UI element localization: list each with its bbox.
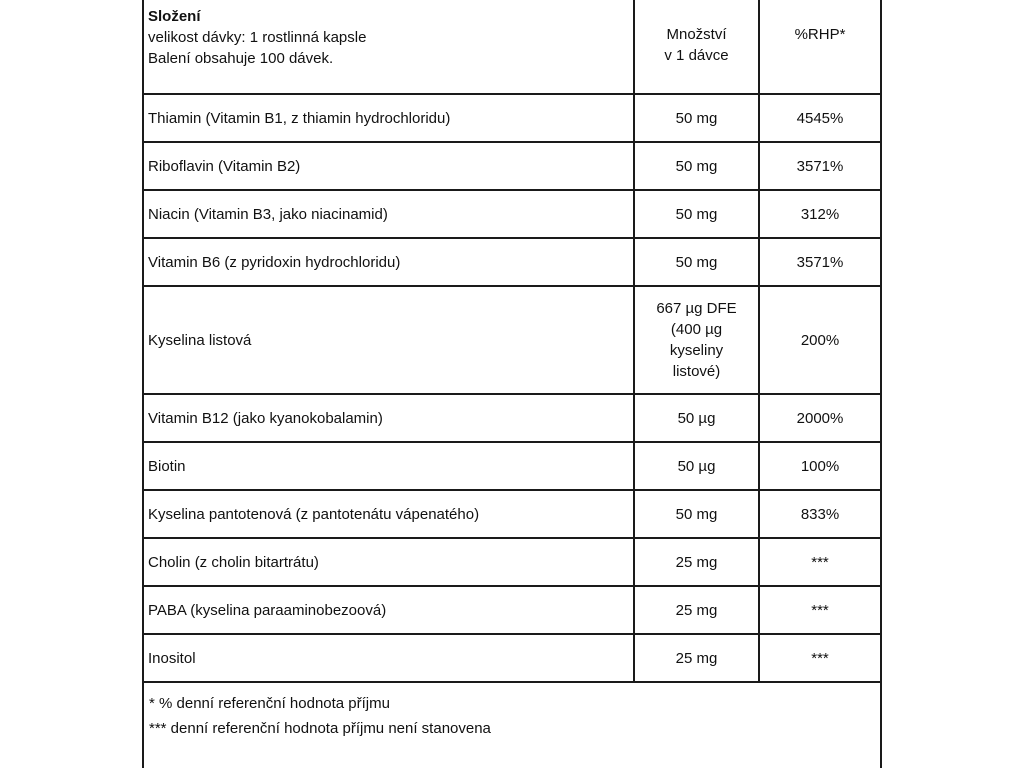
- header-serving-size: velikost dávky: 1 rostlinná kapsle: [148, 29, 367, 46]
- ingredient-name: Thiamin (Vitamin B1, z thiamin hydrochloridu): [144, 94, 634, 142]
- ingredient-amount: 50 µg: [634, 394, 759, 442]
- ingredient-amount: 50 mg: [634, 490, 759, 538]
- table-row: [144, 286, 880, 394]
- header-package-count: Balení obsahuje 100 dávek.: [148, 50, 334, 67]
- table-row: [144, 238, 880, 286]
- ingredient-rhp: 312%: [759, 190, 880, 238]
- header-amount-line-2: v 1 dávce: [664, 47, 729, 64]
- ingredient-rhp: ***: [759, 634, 880, 682]
- ingredient-name: Cholin (z cholin bitartrátu): [144, 538, 634, 586]
- ingredient-rhp: 200%: [759, 286, 880, 394]
- ingredient-amount: 50 mg: [634, 238, 759, 286]
- ingredient-rhp: 2000%: [759, 394, 880, 442]
- table-row: [144, 394, 880, 442]
- header-amount-cell: [634, 0, 759, 94]
- table-row: [144, 142, 880, 190]
- ingredient-rhp: 833%: [759, 490, 880, 538]
- ingredient-amount: [634, 286, 759, 394]
- table-row: [144, 94, 880, 142]
- footnote-not-established: *** denní referenční hodnota příjmu není stanovena: [149, 720, 491, 737]
- footnote-rhp: * % denní referenční hodnota příjmu: [149, 695, 390, 712]
- footnote-cell: [144, 682, 880, 742]
- ingredient-amount: 25 mg: [634, 634, 759, 682]
- header-title: Složení: [148, 8, 201, 25]
- ingredient-rhp: 3571%: [759, 238, 880, 286]
- ingredient-amount: 25 mg: [634, 538, 759, 586]
- header-rhp-cell: %RHP*: [759, 0, 880, 94]
- ingredient-amount: 50 mg: [634, 190, 759, 238]
- ingredient-name: Vitamin B12 (jako kyanokobalamin): [144, 394, 634, 442]
- ingredient-amount: 25 mg: [634, 586, 759, 634]
- ingredient-name: Riboflavin (Vitamin B2): [144, 142, 634, 190]
- table-row: [144, 442, 880, 490]
- footnote-row: [144, 682, 880, 742]
- composition-sheet: [142, 0, 882, 768]
- ingredient-name: Kyselina listová: [144, 286, 634, 394]
- ingredient-name: Kyselina pantotenová (z pantotenátu vápenatého): [144, 490, 634, 538]
- composition-table: [144, 0, 880, 742]
- amount-line: 667 µg DFE: [656, 300, 737, 317]
- header-composition-cell: [144, 0, 634, 94]
- ingredient-name: Inositol: [144, 634, 634, 682]
- amount-line: (400 µg: [670, 321, 723, 338]
- ingredient-rhp: ***: [759, 586, 880, 634]
- ingredient-amount: 50 mg: [634, 94, 759, 142]
- table-row: [144, 190, 880, 238]
- ingredient-rhp: 4545%: [759, 94, 880, 142]
- amount-line: listové): [672, 363, 721, 380]
- ingredient-name: Niacin (Vitamin B3, jako niacinamid): [144, 190, 634, 238]
- ingredient-rhp: 100%: [759, 442, 880, 490]
- table-row: [144, 490, 880, 538]
- header-amount-line-1: Množství: [666, 26, 727, 43]
- ingredient-rhp: ***: [759, 538, 880, 586]
- ingredient-name: PABA (kyselina paraaminobezoová): [144, 586, 634, 634]
- ingredient-name: Vitamin B6 (z pyridoxin hydrochloridu): [144, 238, 634, 286]
- ingredient-amount: 50 µg: [634, 442, 759, 490]
- table-row: [144, 538, 880, 586]
- ingredient-rhp: 3571%: [759, 142, 880, 190]
- table-row: [144, 586, 880, 634]
- amount-line: kyseliny: [669, 342, 724, 359]
- table-header-row: [144, 0, 880, 94]
- ingredient-name: Biotin: [144, 442, 634, 490]
- table-row: [144, 634, 880, 682]
- ingredient-amount: 50 mg: [634, 142, 759, 190]
